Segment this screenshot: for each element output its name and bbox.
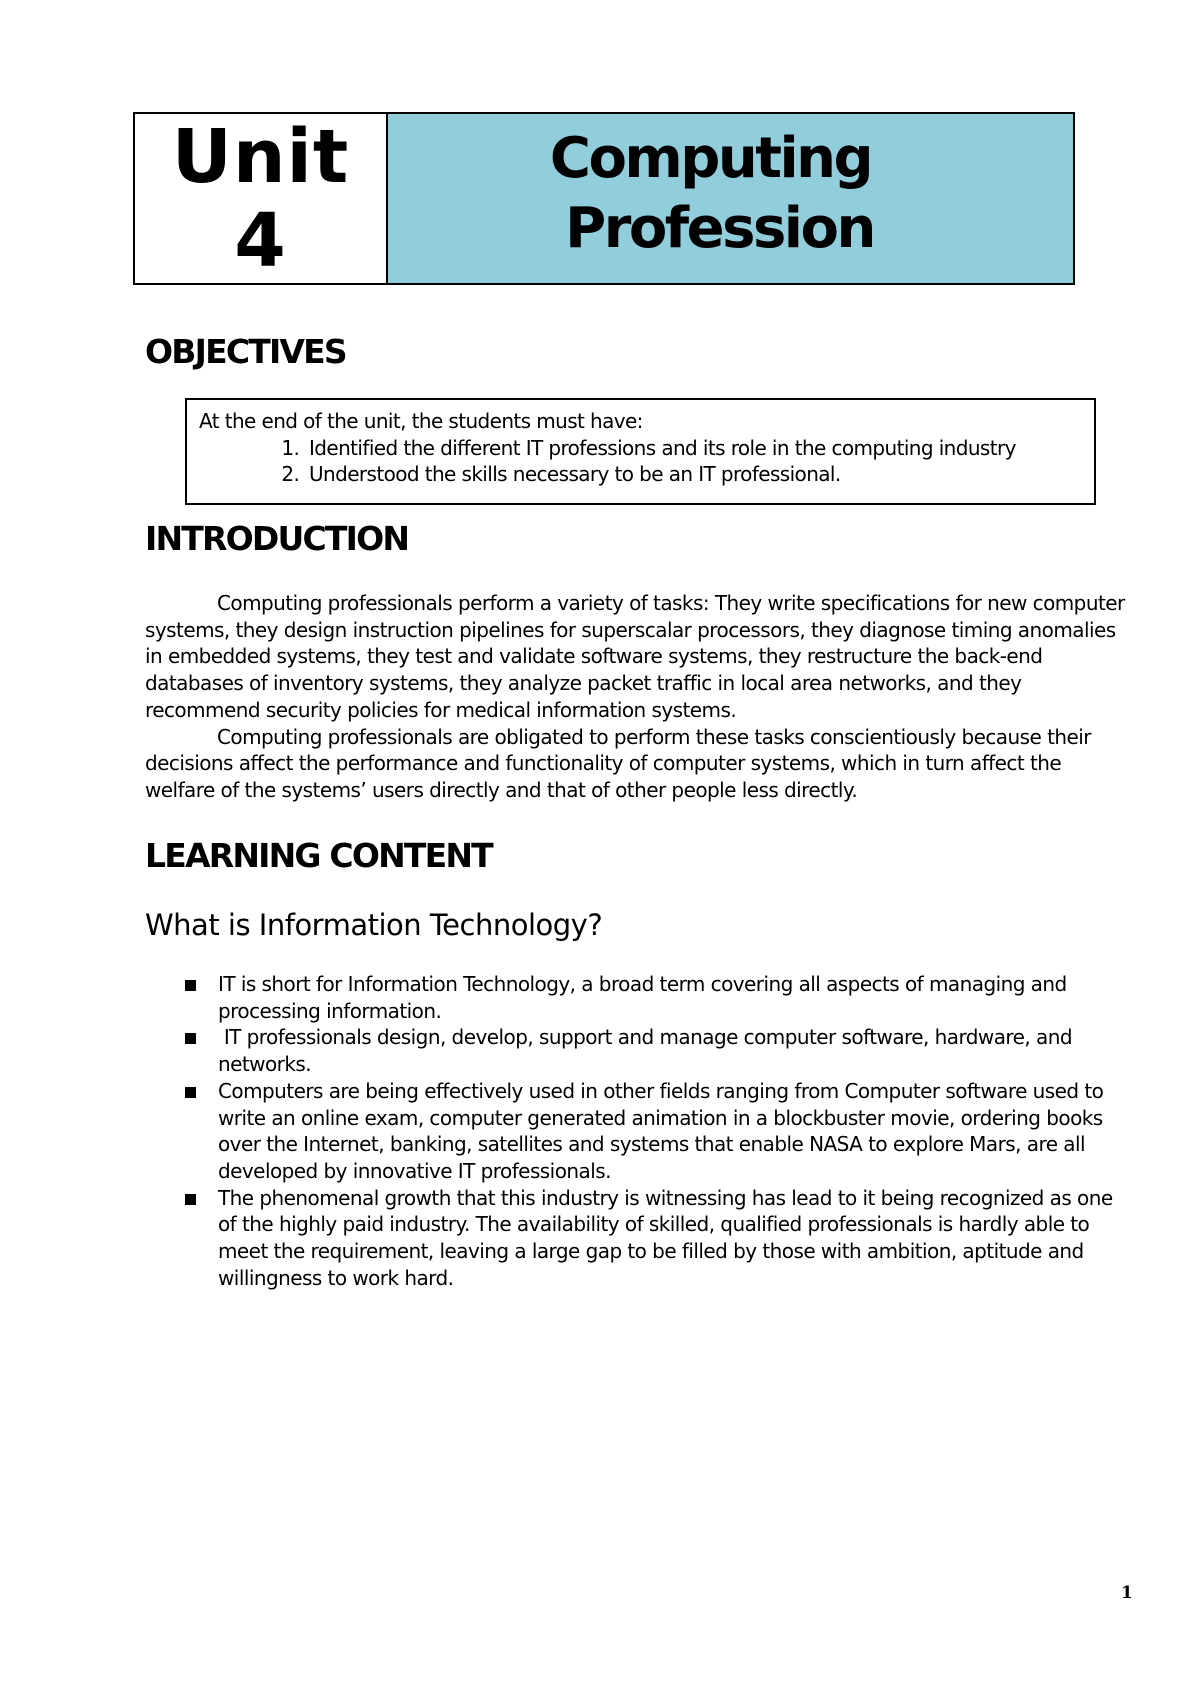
list-item — [185, 1078, 1135, 1185]
objective-item: 1. Identified the different IT professions and its role in the computing industry — [305, 435, 1082, 462]
introduction-paragraph: Computing professionals are obligated to perform these tasks conscientiously because their decisions affect the performance and functionality of computer systems, which in turn affect the welfare of the systems’ users directly and that of other people less directly. — [145, 724, 1091, 802]
list-item — [185, 1024, 1135, 1077]
unit-title-line2: Profession — [565, 195, 874, 261]
list-item-text: The phenomenal growth that this industry is witnessing has lead to it being recognized as one of the highly paid industry. The availability of skilled, qualified professionals is hardly able to meet the requirement, leaving a large gap to be filled by those with ambition, aptitude and willingness to work hard. — [218, 1185, 1113, 1290]
list-item-text: Computers are being effectively used in other fields ranging from Computer software used to write an online exam, computer generated animation in a blockbuster movie, ordering books over the Internet, banking, satellites and systems that enable NASA to explore Mars, are all developed by innovative IT professionals. — [218, 1078, 1104, 1183]
introduction-heading: INTRODUCTION — [145, 519, 409, 558]
unit-number: 4 — [234, 197, 287, 284]
objectives-box — [185, 398, 1096, 505]
list-item-text: IT is short for Information Technology, a broad term covering all aspects of managing and processing information. — [218, 972, 1067, 1023]
list-item — [185, 1185, 1135, 1292]
objectives-intro: At the end of the unit, the students must have: — [199, 409, 643, 433]
unit-label: Unit — [171, 113, 350, 200]
introduction-body — [145, 590, 1135, 804]
bullet-square-icon — [185, 1087, 196, 1098]
page-number: 1 — [1121, 1583, 1133, 1603]
unit-title-line1: Computing — [549, 125, 872, 191]
unit-number-cell — [135, 114, 388, 283]
introduction-paragraph: Computing professionals perform a variety of tasks: They write specifications for new computer systems, they design instruction pipelines for superscalar processors, they diagnose timing anomalies in embedded systems, they test and validate software systems, they restructure the back-end databases of inventory systems, they analyze packet traffic in local area networks, and they recommend security policies for medical information systems. — [145, 591, 1125, 722]
list-item — [185, 971, 1135, 1024]
objective-item: 2. Understood the skills necessary to be an IT professional. — [305, 461, 1082, 488]
bullet-square-icon — [185, 980, 196, 991]
objectives-list — [199, 435, 1082, 488]
list-item-text: IT professionals design, develop, support and manage computer software, hardware, and networks. — [218, 1025, 1078, 1077]
it-bullet-list — [185, 971, 1135, 1291]
learning-subheading: What is Information Technology? — [145, 908, 603, 942]
bullet-square-icon — [185, 1194, 196, 1205]
bullet-square-icon — [185, 1033, 196, 1044]
learning-content-heading: LEARNING CONTENT — [145, 836, 492, 875]
objectives-heading: OBJECTIVES — [145, 332, 346, 371]
unit-title-cell — [388, 114, 1073, 283]
unit-header-box — [133, 112, 1075, 285]
